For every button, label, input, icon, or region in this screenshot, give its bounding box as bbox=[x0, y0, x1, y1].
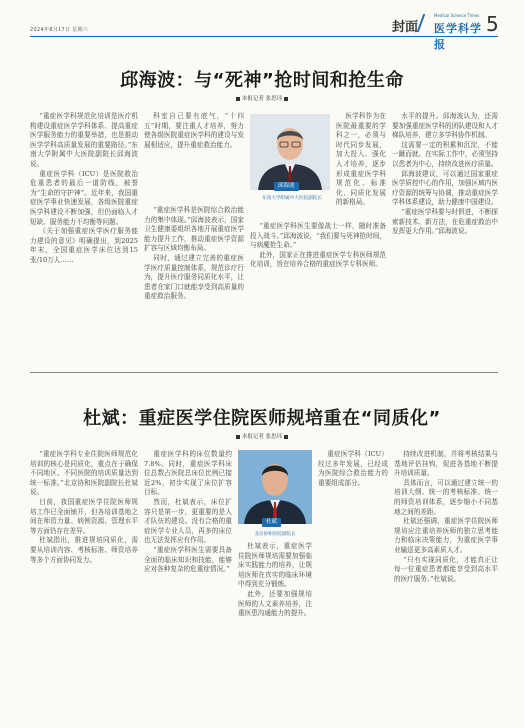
square-icon bbox=[236, 97, 240, 101]
paragraph: 同时，通过建立完善的重症医学医疗质量控制体系，规范诊疗行为，提升医疗服务同质化水平，让患者在家门口就能享受到高质量的重症救治服务。 bbox=[144, 253, 244, 301]
paragraph: “重症医学科是医院综合救治能力的集中体现。”邱海波表示，国家卫生健康委组织各地开展重症医学能力提升工作，推动重症医学资源扩容与区域均衡布局。 bbox=[144, 206, 244, 253]
logo-chinese: 医学科学报 bbox=[434, 22, 482, 51]
article1-portrait bbox=[250, 114, 330, 190]
article1-column-1 bbox=[30, 112, 138, 362]
paragraph: “只有实现同质化，才能真正让每一位重症患者都能享受到高水平的医疗服务。”杜斌说。 bbox=[394, 555, 498, 583]
paragraph: 此外，还要加强规培医师的人文素养培养，注重医患沟通能力的提升。 bbox=[238, 589, 312, 618]
paragraph: 医学科作为在医院最重要的学科之一，必须与时代同步发展，加大投入、强化人才培养，逐步形成重症医学科规范化、标准化、同质化发展的新格局。 bbox=[336, 112, 386, 207]
paragraph: 科室自己要有底气，“十四五”时期，要注重人才培养，努力使各级医院重症医学科的建设与发展相适应，提升重症救治能力。 bbox=[144, 112, 244, 149]
article1-title: 邱海波：与“死神”抢时间和抢生命 bbox=[120, 70, 404, 91]
article2-byline-text: 本报记者 张思玮 bbox=[241, 434, 283, 440]
article2-portrait bbox=[238, 450, 312, 524]
paragraph: “重症医学科医生需要具备全面的临床知识和技能，能够应对各种复杂的危重症情况。” bbox=[144, 545, 232, 574]
newspaper-logo bbox=[432, 12, 488, 51]
article1-column-3-bottom bbox=[250, 222, 386, 362]
issue-date: 2024年8月17日 星期六 bbox=[30, 27, 89, 33]
article2-photo-caption: 北京协和医院副院长 bbox=[254, 532, 296, 537]
article2-title: 杜斌：重症医学住院医师规培重在“同质化” bbox=[83, 408, 441, 429]
paragraph: 持续改进机制，并将考核结果与基地评估挂钩，促进各基地不断提升培训质量。 bbox=[394, 450, 498, 478]
section-label: 封面 bbox=[392, 20, 419, 35]
paragraph: 此外，国家正在推进重症医学专科医师规范化培训，旨在培养合格的重症医学专科医师。 bbox=[250, 250, 386, 269]
paragraph: 然而，杜斌表示，床位扩容只是第一步，更重要的是人才队伍的建设。没有合格的重症医学专业人员，再多的床位也无法发挥应有作用。 bbox=[144, 497, 232, 545]
logo-english: Medical Science Times bbox=[434, 13, 480, 18]
article1-photo-caption: 东南大学附属中大医院副院长 bbox=[262, 196, 322, 201]
article1-column-2-bottom bbox=[144, 206, 244, 362]
article2-column-3 bbox=[318, 450, 388, 722]
square-icon bbox=[284, 435, 288, 439]
article2-column-4 bbox=[394, 450, 498, 722]
paragraph: 重症医学科（ICU）经过多年发展，已经成为医院综合救治能力的重要组成部分。 bbox=[318, 450, 388, 487]
article1-column-4 bbox=[392, 112, 498, 362]
paragraph: 杜斌指出，推进规培同质化，需要从培训内容、考核标准、师资培养等多个方面协同发力。 bbox=[30, 536, 138, 564]
paragraph: “重症医学科医生要像战士一样，随时准备投入战斗。”邱海波说，“我们要与死神抢时间，与病魔抢生命。” bbox=[250, 222, 386, 250]
article1-column-2-top bbox=[144, 112, 244, 192]
paragraph: 重症医学科（ICU）是医院救治危重患者的最后一道防线，被誉为“生命的守护神”。近年来，我国重症医学事业快速发展，各级医院重症医学科建设不断加强，但仍面临人才短缺、服务能力不均衡等问题。 bbox=[30, 169, 138, 226]
paragraph: 杜斌还强调，重症医学住院医师规培应注重培养医师的独立思考能力和临床决策能力，为重症医学事业输送更多高素质人才。 bbox=[394, 517, 498, 554]
paragraph: “重症医学科专业住院医师规范化培训的核心是同质化，重点在于确保不同地区、不同医院的培训质量达到统一标准。”北京协和医院副院长杜斌说。 bbox=[30, 450, 138, 497]
person-photo-icon bbox=[250, 114, 330, 190]
paragraph: 这需要一定的积累和沉淀，不能一蹴而就。在实际工作中，必须坚持以患者为中心，持续改进医疗质量。 bbox=[392, 140, 498, 168]
article1-column-3-top bbox=[336, 112, 386, 222]
article-divider bbox=[30, 372, 498, 373]
paragraph: 重症医学科的床位数量约7.8%。同时，重症医学科床位总数占医院总床位比例已接近2%，初步实现了床位扩容目标。 bbox=[144, 450, 232, 497]
article2-column-1 bbox=[30, 450, 138, 722]
article2-column-2 bbox=[144, 450, 232, 722]
paragraph: “重症医学科规范化培训是医疗机构建设重症医学学科体系、提高重症医学服务能力的重要举措，也是推动医学学科高质量发展的重要路径。”东南大学附属中大医院副院长邱海波说。 bbox=[30, 112, 138, 168]
page-number: 5 bbox=[486, 12, 499, 36]
article2-column-3-bottom bbox=[238, 542, 312, 722]
article1-name-tag: 邱海波 bbox=[274, 182, 299, 191]
paragraph: 具体而言，可以通过建立统一的培训大纲、统一的考核标准、统一的师资培训体系，逐步缩小不同基地之间的差距。 bbox=[394, 478, 498, 516]
article2-byline bbox=[0, 432, 524, 440]
article2-name-tag: 杜斌 bbox=[262, 518, 281, 527]
article1-byline bbox=[0, 94, 524, 102]
paragraph: 目前，我国重症医学住院医师规培工作已全面铺开，但各培训基地之间在师资力量、病例资源、管理水平等方面仍存在差异。 bbox=[30, 497, 138, 535]
paragraph: 杜斌表示，重症医学住院医师规培需要加强临床实践能力的培养，让规培医师在真实的临床环境中得到充分锻炼。 bbox=[238, 542, 312, 589]
header-rule bbox=[30, 36, 498, 37]
paragraph: 《关于加强重症医学医疗服务能力建设的意见》明确提出，到2025年末，全国重症医学床位达到15张/10万人…… bbox=[30, 227, 138, 264]
person-photo-icon bbox=[238, 450, 312, 524]
paragraph: 邱海波建议，可以通过国家重症医学质控中心的作用，加强区域内医疗资源的统筹与协调，推动重症医学学科体系建设，助力健康中国建设。 bbox=[392, 169, 498, 207]
paragraph: “重症医学科要与时俱进，不断探索新技术、新方法，在危重症救治中发挥更大作用。”邱海波说。 bbox=[392, 207, 498, 236]
article1-byline-text: 本报记者 张思玮 bbox=[241, 96, 283, 102]
square-icon bbox=[284, 97, 288, 101]
paragraph: 水平的提升。邱海波认为，还需要加强重症医学科的团队建设和人才梯队培养，建立多学科协作机制。 bbox=[392, 112, 498, 140]
square-icon bbox=[236, 435, 240, 439]
masthead bbox=[0, 0, 524, 51]
